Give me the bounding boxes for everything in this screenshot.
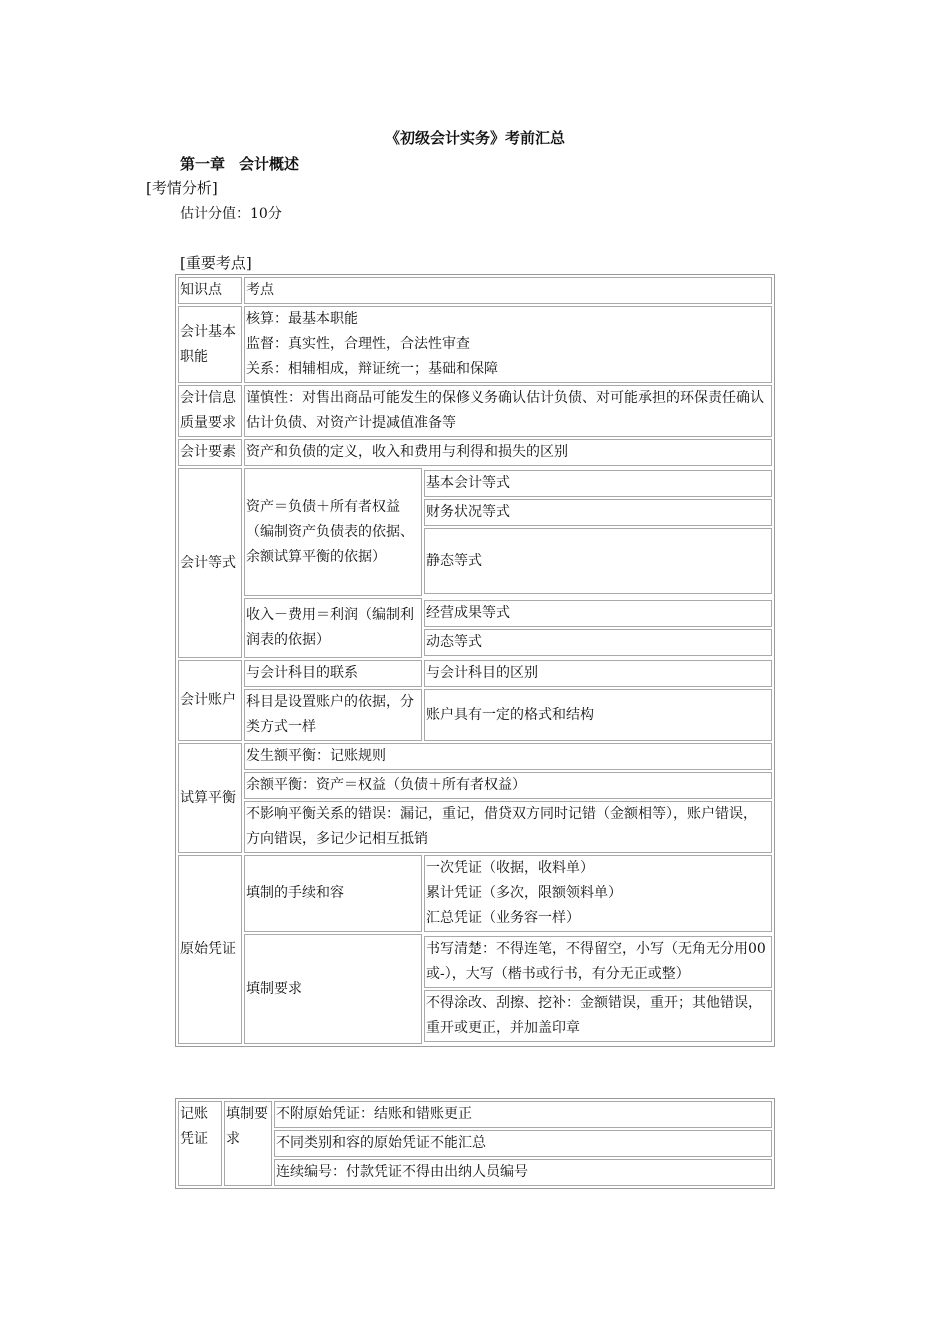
bookkeeping-voucher-table — [175, 1098, 775, 1189]
balance-cell: 不影响平衡关系的错误：漏记，重记，借贷双方同时记错（金额相等），账户错误，方向错误，多记少记相互抵销 — [244, 801, 772, 853]
key-points-table — [175, 274, 775, 1047]
header-topic: 知识点 — [178, 277, 242, 304]
section-points-heading: [重要考点] — [180, 254, 252, 272]
table-row — [178, 689, 772, 741]
voucher-cell: 填制的手续和容 — [244, 855, 422, 932]
row-content: 资产和负债的定义，收入和费用与利得和损失的区别 — [244, 439, 772, 466]
account-cell: 与会计科目的联系 — [244, 660, 422, 687]
equation-name: 静态等式 — [424, 528, 772, 594]
row-topic: 会计账户 — [178, 660, 242, 741]
table-row — [178, 855, 772, 932]
row-topic: 试算平衡 — [178, 743, 242, 853]
equation-name: 基本会计等式 — [424, 470, 772, 497]
chapter-heading — [180, 153, 313, 174]
equation-cell: 收入－费用＝利润（编制利润表的依据） — [244, 598, 422, 658]
table-row — [178, 468, 772, 596]
account-cell: 科目是设置账户的依据，分类方式一样 — [244, 689, 422, 741]
equation-name: 经营成果等式 — [424, 600, 772, 627]
row-content — [244, 306, 772, 383]
row-topic: 记账凭证 — [178, 1101, 222, 1186]
content-line: 核算：最基本职能 — [246, 311, 358, 327]
chapter-number: 第一章 — [180, 155, 226, 173]
requirement-item: 不得涂改、刮擦、挖补：金额错误，重开；其他错误，重开或更正，并加盖印章 — [424, 990, 772, 1042]
equation-name: 动态等式 — [424, 629, 772, 656]
requirement-item: 书写清楚：不得连笔，不得留空，小写（无角无分用00或-），大写（楷书或行书，有分无正或整） — [424, 936, 772, 988]
row-topic: 会计等式 — [178, 468, 242, 658]
account-cell: 与会计科目的区别 — [424, 660, 772, 687]
row-topic: 会计要素 — [178, 439, 242, 466]
chapter-name: 会计概述 — [239, 155, 300, 173]
table-row — [178, 1101, 772, 1128]
account-cell: 账户具有一定的格式和结构 — [424, 689, 772, 741]
score-estimate: 估计分值：10分 — [180, 206, 282, 222]
content-line: 累计凭证（多次，限额领料单） — [426, 885, 622, 901]
table-row — [178, 772, 772, 799]
requirement-item: 连续编号：付款凭证不得由出纳人员编号 — [274, 1159, 772, 1186]
row-topic: 原始凭证 — [178, 855, 242, 1044]
document-title: 《初级会计实务》考前汇总 — [384, 129, 565, 147]
header-point: 考点 — [244, 277, 772, 304]
requirement-item: 不同类别和容的原始凭证不能汇总 — [274, 1130, 772, 1157]
table-row — [178, 743, 772, 770]
equation-name: 财务状况等式 — [424, 499, 772, 526]
balance-cell: 发生额平衡：记账规则 — [244, 743, 772, 770]
table-row — [178, 660, 772, 687]
requirement-item: 不附原始凭证：结账和错账更正 — [274, 1101, 772, 1128]
equation-names — [424, 468, 772, 596]
content-line: 监督：真实性，合理性，合法性审查 — [246, 336, 470, 352]
content-line: 一次凭证（收据，收料单） — [426, 860, 594, 876]
table-row — [178, 598, 772, 658]
row-topic: 会计信息质量要求 — [178, 385, 242, 437]
voucher-requirements — [424, 934, 772, 1044]
content-line: 关系：相辅相成，辩证统一；基础和保障 — [246, 361, 498, 377]
table-row — [178, 801, 772, 853]
voucher-types — [424, 855, 772, 932]
equation-cell: 资产＝负债＋所有者权益（编制资产负债表的依据、余额试算平衡的依据） — [244, 468, 422, 596]
section-analysis-heading: [考情分析] — [146, 179, 218, 197]
table-row — [178, 385, 772, 437]
table-row-header — [178, 277, 772, 304]
content-line: 汇总凭证（业务容一样） — [426, 910, 580, 926]
table-row — [178, 439, 772, 466]
voucher-cell: 填制要求 — [244, 934, 422, 1044]
row-content: 谨慎性：对售出商品可能发生的保修义务确认估计负债、对可能承担的环保责任确认估计负债、对资产计提减值准备等 — [244, 385, 772, 437]
table-row — [178, 934, 772, 1044]
row-topic: 会计基本职能 — [178, 306, 242, 383]
equation-names — [424, 598, 772, 658]
table-row — [178, 306, 772, 383]
row-subtopic: 填制要求 — [224, 1101, 272, 1186]
balance-cell: 余额平衡：资产＝权益（负债＋所有者权益） — [244, 772, 772, 799]
